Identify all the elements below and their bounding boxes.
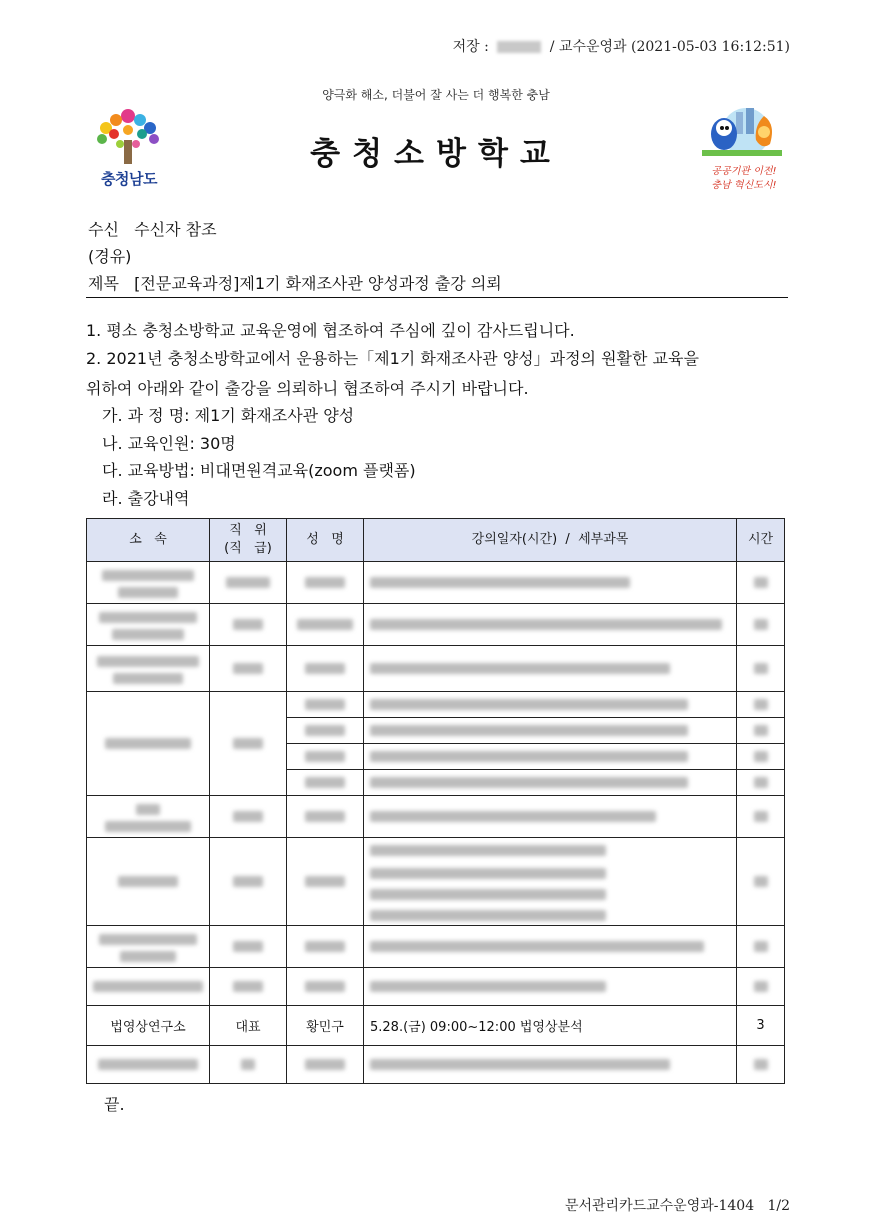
redacted-cell [737,1046,785,1084]
table-row [87,562,785,604]
redacted-cell [210,1046,287,1084]
mascot-slogan-line1: 공공기관 이전! [711,166,777,177]
redacted-cell [364,1046,737,1084]
redacted-cell [210,604,287,646]
cell-lecture: 5.28.(금) 09:00~12:00 법영상분석 [364,1006,737,1046]
document-footer: 문서관리카드교수운영과-1404 1/2 [564,1198,790,1214]
table-row [87,1006,785,1046]
redacted-cell [364,796,737,838]
redacted-cell [287,562,364,604]
redacted-cell [737,718,785,744]
redacted-cell [210,796,287,838]
redacted-cell [210,646,287,692]
redacted-cell [87,646,210,692]
redacted-cell [737,562,785,604]
redacted-cell [287,718,364,744]
redacted-cell [364,604,737,646]
item-lecture-details: 라. 출강내역 [102,489,190,508]
redacted-cell [364,646,737,692]
redacted-cell [287,968,364,1006]
redacted-cell [737,968,785,1006]
logo-text: 충청남도 [101,170,157,188]
redacted-cell [364,718,737,744]
redacted-cell [737,646,785,692]
subject-line: 제목 [전문교육과정]제1기 화재조사관 양성과정 출강 의뢰 [88,274,502,293]
paragraph-2: 2. 2021년 충청소방학교에서 운용하는「제1기 화재조사관 양성」과정의 원활한 교육을 [86,349,699,368]
table-row [87,796,785,838]
redacted-cell [737,604,785,646]
item-method: 다. 교육방법: 비대면원격교육(zoom 플랫폼) [102,461,416,480]
recipient-line: 수신 수신자 참조 [88,220,217,239]
redacted-saver-name [497,41,541,53]
col-position-line1: 직 위 [229,523,267,538]
redacted-cell [364,968,737,1006]
header-divider [86,297,788,298]
table-row [87,1046,785,1084]
cell-affiliation: 법영상연구소 [87,1006,210,1046]
redacted-cell [287,692,364,718]
redacted-cell [87,604,210,646]
redacted-cell [737,770,785,796]
table-row [87,604,785,646]
save-department-timestamp: / 교수운영과 (2021-05-03 16:12:51) [549,39,790,55]
redacted-cell [364,926,737,968]
mascot-slogan-line2: 충남 혁신도시! [711,180,777,191]
redacted-cell [737,744,785,770]
redacted-cell [287,744,364,770]
cell-hours: 3 [737,1006,785,1046]
item-course-name: 가. 과 정 명: 제1기 화재조사관 양성 [102,406,355,425]
redacted-cell [364,770,737,796]
redacted-cell [287,770,364,796]
table-row [87,646,785,692]
cell-position: 대표 [210,1006,287,1046]
table-header-row [87,519,785,562]
col-lecture: 강의일자(시간) / 세부과목 [364,519,737,562]
table-row [87,926,785,968]
col-name: 성 명 [287,519,364,562]
redacted-cell [737,796,785,838]
slogan: 양극화 해소, 더불어 잘 사는 더 행복한 충남 [322,88,550,102]
redacted-cell [287,926,364,968]
paragraph-1: 1. 평소 충청소방학교 교육운영에 협조하여 주심에 깊이 감사드립니다. [86,321,575,340]
cell-name: 황민구 [287,1006,364,1046]
redacted-cell [210,562,287,604]
redacted-cell [87,692,210,796]
table-row [87,692,785,718]
redacted-cell [737,838,785,926]
redacted-cell [210,838,287,926]
redacted-cell [87,1046,210,1084]
redacted-cell [210,968,287,1006]
paragraph-2-cont: 위하여 아래와 같이 출강을 의뢰하니 협조하여 주시기 바랍니다. [86,379,529,398]
redacted-cell [364,562,737,604]
redacted-cell [287,1046,364,1084]
redacted-cell [364,692,737,718]
col-position-line2: (직 급) [224,541,272,556]
redacted-cell [287,796,364,838]
redacted-cell [364,838,737,926]
redacted-cell [364,744,737,770]
redacted-cell [287,604,364,646]
col-position [210,519,287,562]
redacted-cell [87,838,210,926]
mascot-icon [700,104,784,162]
col-hours: 시간 [737,519,785,562]
redacted-cell [210,926,287,968]
redacted-cell [737,692,785,718]
mascot-logo [700,104,784,196]
col-affiliation: 소 속 [87,519,210,562]
item-headcount: 나. 교육인원: 30명 [102,434,236,453]
table-row [87,838,785,926]
end-mark: 끝. [104,1095,125,1114]
table-row [87,968,785,1006]
lecturer-table [86,518,785,1084]
redacted-cell [737,926,785,968]
redacted-cell [87,796,210,838]
redacted-cell [287,838,364,926]
save-label: 저장 : [452,39,489,55]
redacted-cell [87,926,210,968]
save-info-line [453,36,790,56]
via-line: (경유) [88,247,132,266]
redacted-cell [87,968,210,1006]
redacted-cell [87,562,210,604]
redacted-cell [287,646,364,692]
school-title: 충청소방학교 [310,136,562,172]
redacted-cell [210,692,287,796]
